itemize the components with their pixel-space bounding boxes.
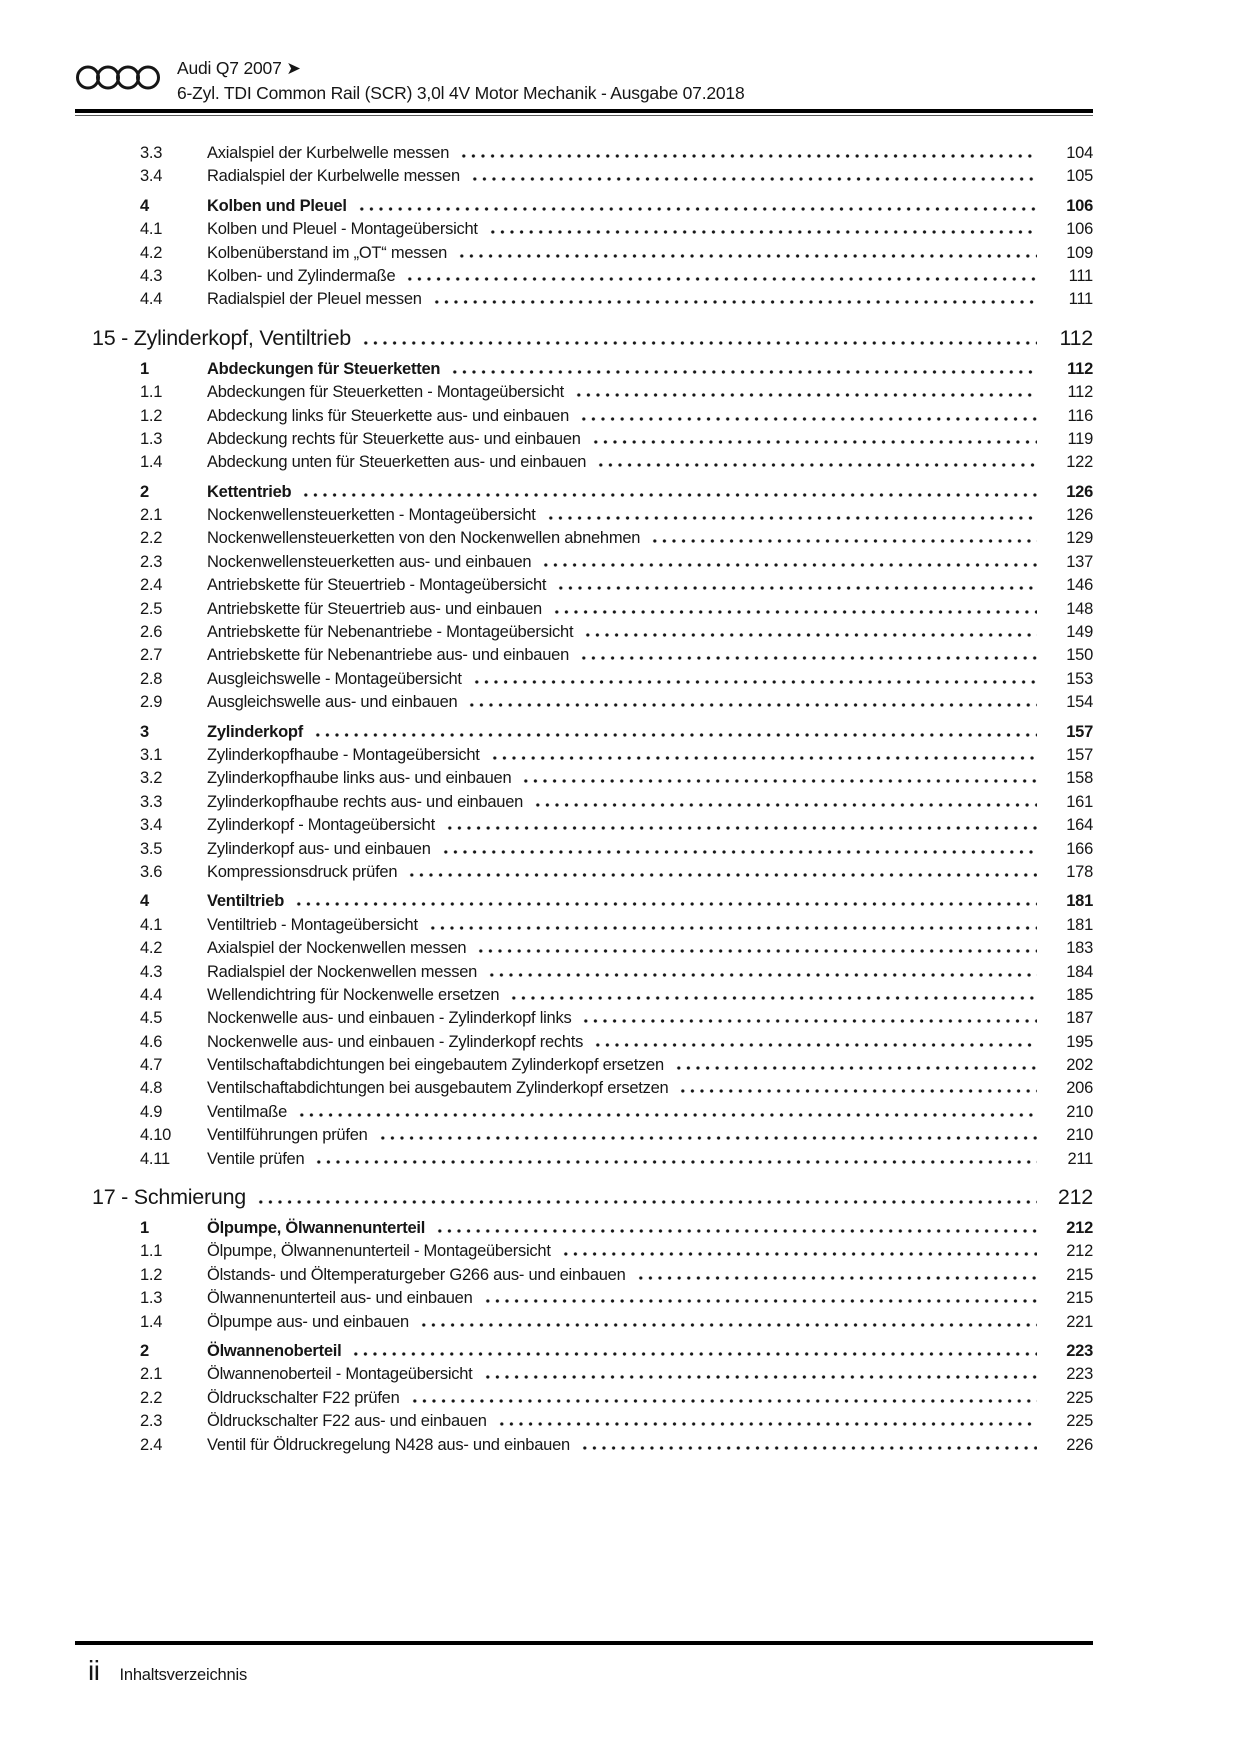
toc-entry-page: 181 xyxy=(1066,892,1093,911)
toc-entry-title: Radialspiel der Kurbelwelle messen xyxy=(207,167,460,186)
dot-leader xyxy=(650,539,1037,543)
toc-row xyxy=(75,244,1093,267)
toc-entry-title: Zylinderkopf - Montageübersicht xyxy=(207,816,435,835)
toc-entry-number: 3.3 xyxy=(140,792,163,811)
toc-section-row xyxy=(75,723,1093,746)
toc-entry-title: Ölpumpe, Ölwannenunterteil - Montageübersicht xyxy=(207,1242,551,1261)
toc-entry-page: 111 xyxy=(1068,266,1093,285)
dot-leader xyxy=(678,1089,1037,1093)
toc-row xyxy=(75,693,1093,716)
toc-entry-title: Wellendichtring für Nockenwelle ersetzen xyxy=(207,985,500,1004)
dot-leader xyxy=(314,1160,1037,1164)
toc-row xyxy=(75,793,1093,816)
dot-leader xyxy=(441,850,1037,854)
toc-entry-number: 2.2 xyxy=(140,1388,163,1407)
toc-entry-page: 223 xyxy=(1066,1365,1093,1384)
dot-leader xyxy=(467,703,1037,707)
toc-section-row xyxy=(75,1342,1093,1365)
toc-row xyxy=(75,1009,1093,1032)
toc-entry-title: 15 - Zylinderkopf, Ventiltrieb xyxy=(92,325,351,350)
toc-entry-page: 221 xyxy=(1066,1312,1093,1331)
toc-entry-page: 215 xyxy=(1066,1289,1093,1308)
dot-leader xyxy=(541,563,1037,567)
dot-leader xyxy=(561,1252,1037,1256)
toc-row xyxy=(75,986,1093,1009)
toc-entry-number: 4.2 xyxy=(140,939,163,958)
toc-entry-title: Kettentrieb xyxy=(207,482,292,501)
toc-entry-number: 1.2 xyxy=(140,1265,163,1284)
toc-entry-number: 4.10 xyxy=(140,1126,172,1145)
dot-leader xyxy=(410,1399,1037,1403)
toc-row xyxy=(75,453,1093,476)
toc-entry-number: 2.4 xyxy=(140,1435,163,1454)
toc-row xyxy=(75,529,1093,552)
footer-rule xyxy=(75,1641,1093,1645)
toc-entry-number: 2.6 xyxy=(140,623,163,642)
toc-entry-title: Nockenwelle aus- und einbauen - Zylinderkopf rechts xyxy=(207,1032,584,1051)
dot-leader xyxy=(579,656,1037,660)
toc-entry-number: 4 xyxy=(140,892,149,911)
toc-entry-page: 212 xyxy=(1057,1185,1093,1210)
toc-entry-page: 126 xyxy=(1066,506,1093,525)
toc-entry-number: 4.4 xyxy=(140,985,163,1004)
toc-entry-page: 210 xyxy=(1066,1102,1093,1121)
toc-entry-page: 181 xyxy=(1066,915,1093,934)
dot-leader xyxy=(574,393,1037,397)
toc-entry-page: 226 xyxy=(1066,1435,1093,1454)
toc-row xyxy=(75,506,1093,529)
toc-entry-number: 2 xyxy=(140,1341,149,1360)
toc xyxy=(75,144,1093,1459)
toc-entry-page: 122 xyxy=(1066,453,1093,472)
toc-entry-number: 3.1 xyxy=(140,745,163,764)
toc-entry-title: Kolben und Pleuel xyxy=(207,196,347,215)
toc-entry-page: 126 xyxy=(1066,482,1093,501)
toc-entry-page: 106 xyxy=(1066,220,1093,239)
dot-leader xyxy=(583,633,1037,637)
dot-leader xyxy=(256,1200,1037,1204)
toc-entry-title: Ventilführungen prüfen xyxy=(207,1126,368,1145)
toc-entry-page: 184 xyxy=(1066,962,1093,981)
footer-label: Inhaltsverzeichnis xyxy=(119,1666,247,1684)
toc-entry-title: Nockenwellensteuerketten - Montageübersicht xyxy=(207,506,536,525)
toc-entry-number: 4.4 xyxy=(140,290,163,309)
toc-entry-title: Zylinderkopfhaube links aus- und einbauen xyxy=(207,769,512,788)
toc-entry-number: 2.2 xyxy=(140,529,163,548)
toc-entry-title: Ventiltrieb - Montageübersicht xyxy=(207,915,418,934)
toc-section-row xyxy=(75,1219,1093,1242)
toc-section-row xyxy=(75,197,1093,220)
toc-entry-title: Kompressionsdruck prüfen xyxy=(207,862,398,881)
dot-leader xyxy=(432,300,1037,304)
toc-entry-page: 105 xyxy=(1066,167,1093,186)
toc-entry-title: Ölpumpe aus- und einbauen xyxy=(207,1312,409,1331)
toc-entry-title: Zylinderkopfhaube - Montageübersicht xyxy=(207,745,480,764)
toc-entry-page: 157 xyxy=(1066,745,1093,764)
toc-row xyxy=(75,939,1093,962)
toc-entry-number: 1 xyxy=(140,359,149,378)
dot-leader xyxy=(435,1229,1037,1233)
footer-line xyxy=(75,1655,1093,1687)
toc-entry-title: 17 - Schmierung xyxy=(92,1185,246,1210)
dot-leader xyxy=(487,973,1037,977)
toc-entry-number: 4.6 xyxy=(140,1032,163,1051)
toc-entry-title: Ölstands- und Öltemperaturgeber G266 aus- und einbauen xyxy=(207,1265,626,1284)
toc-entry-title: Antriebskette für Steuertrieb aus- und einbauen xyxy=(207,599,542,618)
toc-row xyxy=(75,290,1093,313)
dot-leader xyxy=(546,516,1037,520)
dot-leader xyxy=(405,277,1037,281)
toc-entry-title: Ölwannenoberteil xyxy=(207,1341,342,1360)
toc-row xyxy=(75,383,1093,406)
dot-leader xyxy=(445,826,1037,830)
dot-leader xyxy=(313,733,1037,737)
toc-row xyxy=(75,600,1093,623)
toc-row xyxy=(75,553,1093,576)
toc-entry-page: 157 xyxy=(1066,722,1093,741)
toc-entry-page: 225 xyxy=(1066,1388,1093,1407)
toc-entry-number: 4.3 xyxy=(140,962,163,981)
toc-entry-number: 2.3 xyxy=(140,1412,163,1431)
toc-entry-title: Nockenwellensteuerketten aus- und einbauen xyxy=(207,552,532,571)
toc-entry-title: Kolben und Pleuel - Montageübersicht xyxy=(207,220,478,239)
dot-leader xyxy=(357,207,1037,211)
toc-entry-title: Radialspiel der Pleuel messen xyxy=(207,290,422,309)
toc-entry-page: 211 xyxy=(1067,1149,1093,1168)
toc-entry-title: Ausgleichswelle aus- und einbauen xyxy=(207,693,458,712)
toc-entry-number: 2.1 xyxy=(140,506,163,525)
toc-entry-title: Ventil für Öldruckregelung N428 aus- und einbauen xyxy=(207,1435,570,1454)
header-text-block xyxy=(177,56,745,106)
toc-entry-title: Ventile prüfen xyxy=(207,1149,305,1168)
toc-entry-number: 3.4 xyxy=(140,816,163,835)
toc-entry-title: Ölpumpe, Ölwannenunterteil xyxy=(207,1219,426,1238)
dot-leader xyxy=(470,177,1037,181)
toc-entry-title: Abdeckung links für Steuerkette aus- und einbauen xyxy=(207,406,569,425)
toc-entry-number: 4.11 xyxy=(140,1149,170,1168)
dot-leader xyxy=(488,230,1037,234)
dot-leader xyxy=(579,417,1037,421)
toc-entry-page: 112 xyxy=(1059,325,1093,350)
dot-leader xyxy=(490,756,1037,760)
toc-entry-title: Kolben- und Zylindermaße xyxy=(207,266,396,285)
toc-entry-number: 1.2 xyxy=(140,406,163,425)
dot-leader xyxy=(593,1043,1037,1047)
toc-entry-number: 4.7 xyxy=(140,1056,163,1075)
toc-entry-number: 3.3 xyxy=(140,144,163,162)
toc-row xyxy=(75,144,1093,167)
dot-leader xyxy=(476,949,1037,953)
toc-entry-page: 149 xyxy=(1066,623,1093,642)
toc-row xyxy=(75,1313,1093,1336)
toc-entry-title: Axialspiel der Nockenwellen messen xyxy=(207,939,467,958)
toc-entry-number: 4.1 xyxy=(140,915,163,934)
toc-entry-title: Nockenwellensteuerketten von den Nockenwellen abnehmen xyxy=(207,529,641,548)
toc-entry-page: 109 xyxy=(1066,243,1093,262)
toc-entry-page: 183 xyxy=(1066,939,1093,958)
toc-row xyxy=(75,267,1093,290)
toc-entry-title: Kolbenüberstand im „OT“ messen xyxy=(207,243,448,262)
toc-row xyxy=(75,816,1093,839)
dot-leader xyxy=(591,440,1037,444)
toc-row xyxy=(75,1056,1093,1079)
dot-leader xyxy=(419,1323,1037,1327)
dot-leader xyxy=(450,370,1037,374)
toc-row xyxy=(75,1126,1093,1149)
toc-entry-title: Radialspiel der Nockenwellen messen xyxy=(207,962,478,981)
toc-entry-number: 4.5 xyxy=(140,1009,163,1028)
toc-row xyxy=(75,916,1093,939)
toc-row xyxy=(75,430,1093,453)
toc-entry-title: Ventilschaftabdichtungen bei eingebautem Zylinderkopf ersetzen xyxy=(207,1056,664,1075)
toc-row xyxy=(75,963,1093,986)
toc-row xyxy=(75,167,1093,190)
dot-leader xyxy=(533,803,1037,807)
toc-entry-page: 153 xyxy=(1066,669,1093,688)
toc-row xyxy=(75,1242,1093,1265)
dot-leader xyxy=(596,463,1037,467)
toc-entry-page: 106 xyxy=(1066,196,1093,215)
toc-section-row xyxy=(75,360,1093,383)
dot-leader xyxy=(581,1019,1037,1023)
toc-row xyxy=(75,220,1093,243)
toc-entry-page: 112 xyxy=(1067,359,1093,378)
toc-entry-page: 164 xyxy=(1066,816,1093,835)
toc-entry-number: 1 xyxy=(140,1219,149,1238)
toc-entry-page: 166 xyxy=(1066,839,1093,858)
toc-entry-number: 3.6 xyxy=(140,862,163,881)
toc-entry-title: Ventilmaße xyxy=(207,1102,288,1121)
dot-leader xyxy=(509,996,1037,1000)
toc-section-row xyxy=(75,483,1093,506)
toc-entry-page: 158 xyxy=(1066,769,1093,788)
toc-entry-number: 2.8 xyxy=(140,669,163,688)
dot-leader xyxy=(459,154,1037,158)
toc-entry-title: Zylinderkopf aus- und einbauen xyxy=(207,839,431,858)
toc-entry-number: 2.9 xyxy=(140,693,163,712)
toc-entry-number: 2.5 xyxy=(140,599,163,618)
dot-leader xyxy=(636,1276,1037,1280)
toc-row xyxy=(75,1079,1093,1102)
toc-entry-page: 212 xyxy=(1066,1219,1093,1238)
toc-entry-number: 1.4 xyxy=(140,453,163,472)
toc-row xyxy=(75,863,1093,886)
toc-entry-number: 2 xyxy=(140,482,149,501)
toc-entry-number: 3.2 xyxy=(140,769,163,788)
toc-entry-number: 2.4 xyxy=(140,576,163,595)
toc-entry-page: 154 xyxy=(1066,693,1093,712)
dot-leader xyxy=(457,254,1037,258)
toc-chapter-row xyxy=(75,326,1093,351)
dot-leader xyxy=(294,902,1037,906)
toc-entry-title: Ventilschaftabdichtungen bei ausgebautem Zylinderkopf ersetzen xyxy=(207,1079,669,1098)
dot-leader xyxy=(351,1352,1037,1356)
toc-entry-title: Öldruckschalter F22 aus- und einbauen xyxy=(207,1412,487,1431)
toc-row xyxy=(75,1289,1093,1312)
toc-entry-number: 4 xyxy=(140,196,149,215)
toc-entry-page: 178 xyxy=(1066,862,1093,881)
dot-leader xyxy=(472,680,1037,684)
toc-row xyxy=(75,623,1093,646)
toc-section-row xyxy=(75,892,1093,915)
page-footer xyxy=(75,1641,1093,1687)
header-subtitle-line: 6-Zyl. TDI Common Rail (SCR) 3,0l 4V Motor Mechanik - Ausgabe 07.2018 xyxy=(177,83,745,103)
toc-entry-title: Ölwannenunterteil aus- und einbauen xyxy=(207,1289,473,1308)
toc-row xyxy=(75,1266,1093,1289)
toc-entry-page: 161 xyxy=(1066,792,1093,811)
toc-entry-page: 223 xyxy=(1066,1341,1093,1360)
toc-chapter-row xyxy=(75,1185,1093,1210)
toc-entry-title: Antriebskette für Nebenantriebe - Montageübersicht xyxy=(207,623,574,642)
toc-entry-number: 1.3 xyxy=(140,429,163,448)
dot-leader xyxy=(580,1446,1037,1450)
toc-row xyxy=(75,1103,1093,1126)
toc-row xyxy=(75,576,1093,599)
toc-row xyxy=(75,1412,1093,1435)
toc-entry-number: 3.5 xyxy=(140,839,163,858)
toc-row xyxy=(75,746,1093,769)
toc-row xyxy=(75,646,1093,669)
toc-entry-title: Nockenwelle aus- und einbauen - Zylinderkopf links xyxy=(207,1009,572,1028)
dot-leader xyxy=(521,779,1037,783)
toc-row xyxy=(75,407,1093,430)
toc-entry-title: Antriebskette für Nebenantriebe aus- und einbauen xyxy=(207,646,570,665)
toc-entry-page: 137 xyxy=(1066,552,1093,571)
toc-entry-number: 2.7 xyxy=(140,646,163,665)
toc-entry-title: Axialspiel der Kurbelwelle messen xyxy=(207,144,450,162)
toc-entry-page: 148 xyxy=(1066,599,1093,618)
header-model-line: Audi Q7 2007 ➤ xyxy=(177,58,301,78)
toc-row xyxy=(75,1033,1093,1056)
toc-entry-number: 1.3 xyxy=(140,1289,163,1308)
toc-entry-page: 202 xyxy=(1066,1056,1093,1075)
toc-row xyxy=(75,1365,1093,1388)
toc-row xyxy=(75,1389,1093,1412)
toc-row xyxy=(75,1150,1093,1173)
toc-entry-page: 195 xyxy=(1066,1032,1093,1051)
toc-entry-number: 3.4 xyxy=(140,167,163,186)
toc-entry-page: 150 xyxy=(1066,646,1093,665)
toc-entry-page: 185 xyxy=(1066,985,1093,1004)
toc-entry-number: 1.4 xyxy=(140,1312,163,1331)
toc-entry-title: Abdeckungen für Steuerketten xyxy=(207,359,441,378)
toc-entry-title: Abdeckung rechts für Steuerkette aus- und einbauen xyxy=(207,429,581,448)
toc-entry-title: Ölwannenoberteil - Montageübersicht xyxy=(207,1365,473,1384)
toc-entry-page: 116 xyxy=(1067,406,1093,425)
toc-entry-title: Öldruckschalter F22 prüfen xyxy=(207,1388,400,1407)
toc-entry-page: 111 xyxy=(1068,290,1093,309)
dot-leader xyxy=(301,493,1037,497)
toc-entry-title: Ventiltrieb xyxy=(207,892,285,911)
dot-leader xyxy=(378,1136,1037,1140)
toc-entry-page: 129 xyxy=(1066,529,1093,548)
toc-entry-number: 4.2 xyxy=(140,243,163,262)
toc-entry-page: 119 xyxy=(1067,429,1093,448)
dot-leader xyxy=(552,610,1037,614)
page-header xyxy=(75,56,1093,106)
toc-row xyxy=(75,670,1093,693)
toc-entry-page: 146 xyxy=(1066,576,1093,595)
footer-page-number: ii xyxy=(88,1655,100,1686)
toc-entry-page: 206 xyxy=(1066,1079,1093,1098)
toc-entry-page: 104 xyxy=(1066,144,1093,162)
dot-leader xyxy=(297,1113,1037,1117)
toc-entry-number: 1.1 xyxy=(140,1242,163,1261)
toc-row xyxy=(75,840,1093,863)
audi-rings-icon xyxy=(75,62,163,98)
toc-entry-page: 210 xyxy=(1066,1126,1093,1145)
dot-leader xyxy=(407,873,1037,877)
header-rule-thin xyxy=(75,115,1093,116)
toc-entry-page: 187 xyxy=(1066,1009,1093,1028)
toc-entry-title: Abdeckungen für Steuerketten - Montageübersicht xyxy=(207,383,564,402)
toc-entry-page: 112 xyxy=(1067,383,1093,402)
toc-entry-number: 1.1 xyxy=(140,383,163,402)
dot-leader xyxy=(361,341,1037,345)
toc-entry-page: 225 xyxy=(1066,1412,1093,1431)
page-content xyxy=(75,0,1093,1459)
toc-entry-title: Ausgleichswelle - Montageübersicht xyxy=(207,669,462,688)
dot-leader xyxy=(483,1375,1038,1379)
toc-entry-title: Zylinderkopfhaube rechts aus- und einbauen xyxy=(207,792,524,811)
toc-entry-number: 2.3 xyxy=(140,552,163,571)
dot-leader xyxy=(674,1066,1037,1070)
dot-leader xyxy=(483,1299,1037,1303)
toc-entry-number: 2.1 xyxy=(140,1365,163,1384)
toc-entry-number: 4.3 xyxy=(140,266,163,285)
header-rule-thick xyxy=(75,109,1093,113)
toc-entry-title: Antriebskette für Steuertrieb - Montageübersicht xyxy=(207,576,547,595)
toc-entry-title: Zylinderkopf xyxy=(207,722,304,741)
toc-entry-title: Abdeckung unten für Steuerketten aus- und einbauen xyxy=(207,453,587,472)
toc-entry-number: 4.1 xyxy=(140,220,163,239)
dot-leader xyxy=(428,926,1037,930)
toc-entry-page: 212 xyxy=(1066,1242,1093,1261)
toc-entry-number: 4.9 xyxy=(140,1102,163,1121)
dot-leader xyxy=(497,1422,1037,1426)
toc-entry-number: 3 xyxy=(140,722,149,741)
dot-leader xyxy=(556,586,1037,590)
toc-row xyxy=(75,769,1093,792)
toc-row xyxy=(75,1436,1093,1459)
toc-entry-page: 215 xyxy=(1066,1265,1093,1284)
toc-entry-number: 4.8 xyxy=(140,1079,163,1098)
